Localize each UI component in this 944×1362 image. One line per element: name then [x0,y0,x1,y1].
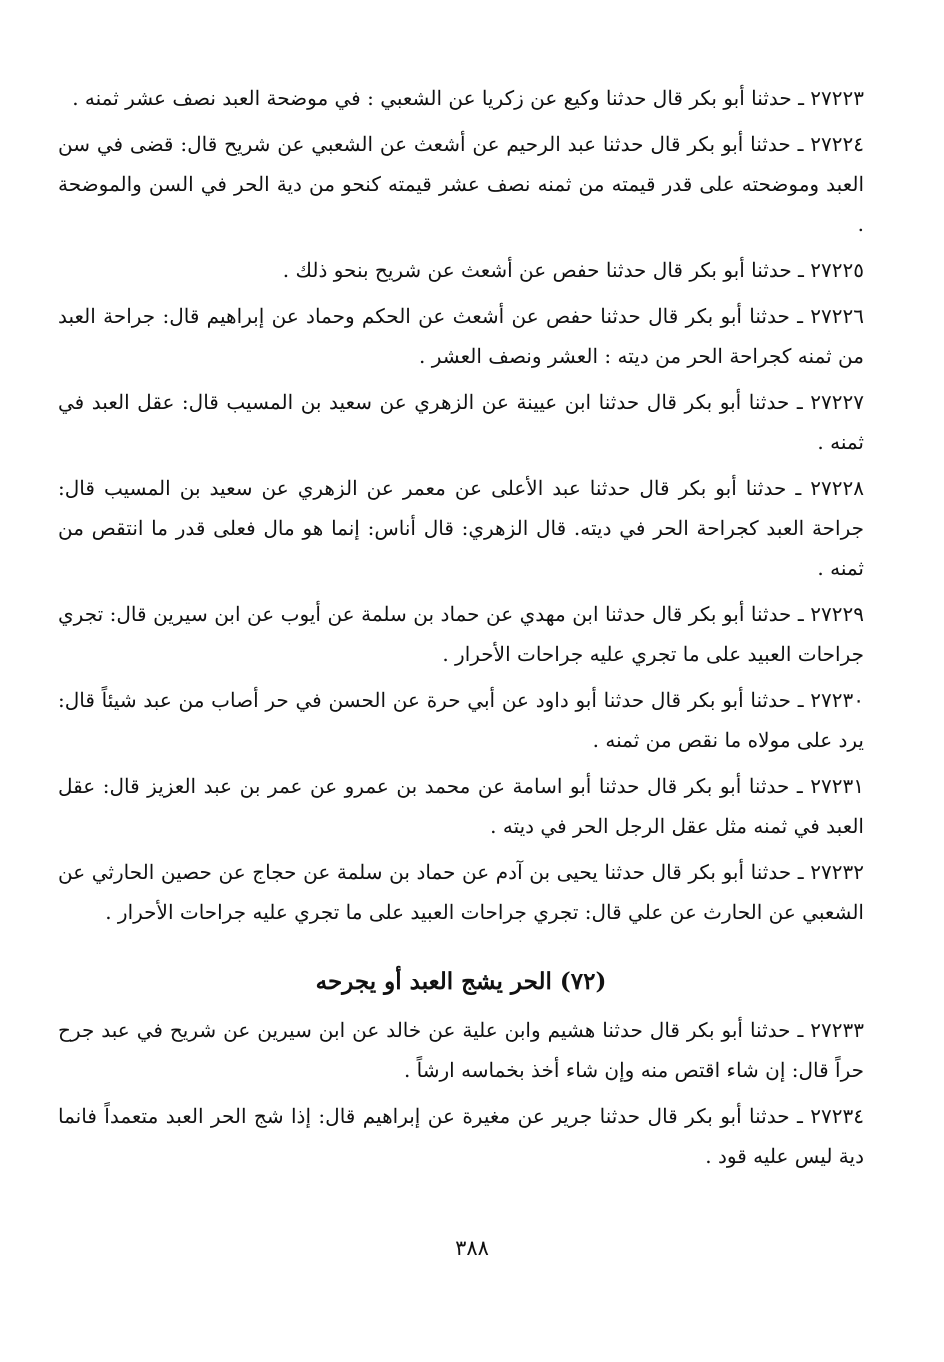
hadith-entry-27227: ٢٧٢٢٧ ـ حدثنا أبو بكر قال حدثنا ابن عيينة عن الزهري عن سعيد بن المسيب قال: عقل العبد في ثمنه . [58,390,864,454]
hadith-entry-27223: ٢٧٢٢٣ ـ حدثنا أبو بكر قال حدثنا وكيع عن زكريا عن الشعبي : في موضحة العبد نصف عشر ثمنه . [72,86,864,110]
hadith-entry-27232: ٢٧٢٣٢ ـ حدثنا أبو بكر قال حدثنا يحيى بن آدم عن حماد بن سلمة عن حجاج عن حصين الحارثي عن الشعبي عن الحارث عن علي قال: تجري جراحات العبيد على ما تجري عليه جراحات الأحرار . [58,860,864,924]
section-heading: (٧٢) الحر يشج العبد أو يجرحه [315,968,607,995]
hadith-entry-27231: ٢٧٢٣١ ـ حدثنا أبو بكر قال حدثنا أبو اسامة عن محمد بن عمرو عن عمر بن عبد العزيز قال: عقل العبد في ثمنه مثل عقل الرجل الحر في ديته . [58,774,864,838]
hadith-entry-27224: ٢٧٢٢٤ ـ حدثنا أبو بكر قال حدثنا عبد الرحيم عن أشعث عن الشعبي عن شريح قال: قضى في سن العبد وموضحته على قدر قيمته من ثمنه نصف عشر قيمته كنحو من دية الحر في السن والموضحة . [58,132,864,236]
hadith-entry-27233: ٢٧٢٣٣ ـ حدثنا أبو بكر قال حدثنا هشيم وابن علية عن خالد عن ابن سيرين عن شريح في عبد جرح حراً قال: إن شاء اقتص منه وإن شاء أخذ بخماسه ارشاً . [58,1018,864,1082]
hadith-entry-27230: ٢٧٢٣٠ ـ حدثنا أبو بكر قال حدثنا أبو داود عن أبي حرة عن الحسن في حر أصاب من عبد شيئاً قال: يرد على مولاه ما نقص من ثمنه . [58,688,865,752]
hadith-entry-27228: ٢٧٢٢٨ ـ حدثنا أبو بكر قال حدثنا عبد الأعلى عن معمر عن الزهري عن سعيد بن المسيب قال: جراحة العبد كجراحة الحر في ديته. قال الزهري: قال أناس: إنما هو مال فعلى قدر ما انتقص من ثمنه . [58,476,864,580]
hadith-entry-27225: ٢٧٢٢٥ ـ حدثنا أبو بكر قال حدثنا حفص عن أشعث عن شريح بنحو ذلك . [282,258,864,282]
hadith-entry-27234: ٢٧٢٣٤ ـ حدثنا أبو بكر قال حدثنا جرير عن مغيرة عن إبراهيم قال: إذا شج الحر العبد متعمداً فانما دية ليس عليه قود . [58,1104,864,1168]
hadith-entry-27229: ٢٧٢٢٩ ـ حدثنا أبو بكر قال حدثنا ابن مهدي عن حماد بن سلمة عن أيوب عن ابن سيرين قال: تجري جراحات العبيد على ما تجري عليه جراحات الأحرار . [58,602,864,666]
hadith-entry-27226: ٢٧٢٢٦ ـ حدثنا أبو بكر قال حدثنا حفص عن أشعث عن الحكم وحماد عن إبراهيم قال: جراحة العبد من ثمنه كجراحة الحر من ديته : العشر ونصف العشر . [58,304,864,368]
page-body [58,78,864,1182]
page-number: ٣٨٨ [455,1236,489,1260]
